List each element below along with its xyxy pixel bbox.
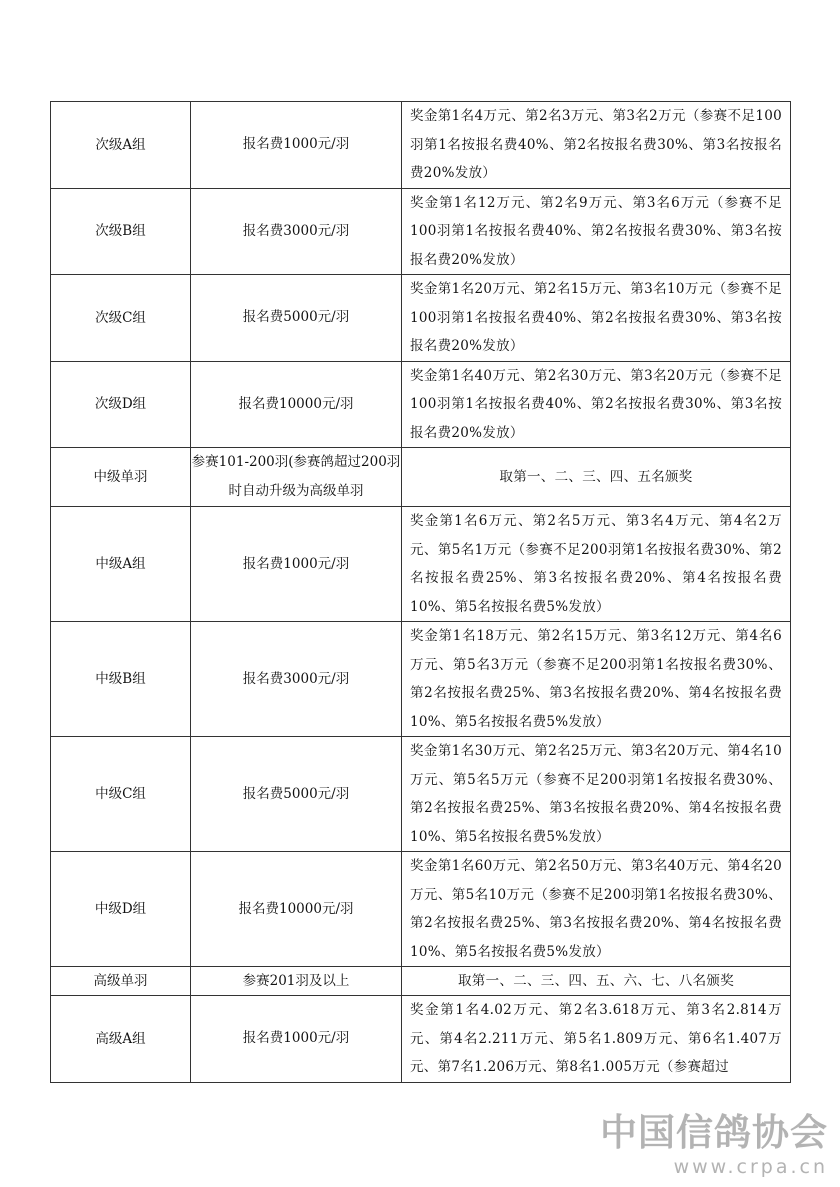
- table-row: [51, 622, 791, 737]
- table-row: [51, 102, 791, 189]
- fee-cell: 参赛101-200羽(参赛鸽超过200羽时自动升级为高级单羽: [191, 448, 402, 507]
- prize-cell: 奖金第1名6万元、第2名5万元、第3名4万元、第4名2万元、第5名1万元（参赛不足200羽第1名按报名费30%、第2名按报名费25%、第3名按报名费20%、第4名按报名费10%、第5名按报名费5%发放）: [402, 507, 791, 622]
- group-cell: 高级A组: [51, 996, 191, 1083]
- table-row: [51, 996, 791, 1083]
- fee-cell: 报名费1000元/羽: [191, 996, 402, 1083]
- group-cell: 中级单羽: [51, 448, 191, 507]
- table-row: [51, 188, 791, 275]
- fee-cell: 报名费1000元/羽: [191, 102, 402, 189]
- prize-cell: 奖金第1名4.02万元、第2名3.618万元、第3名2.814万元、第4名2.211万元、第5名1.809万元、第6名1.407万元、第7名1.206万元、第8名1.005万元（参赛超过: [402, 996, 791, 1083]
- prize-cell: 奖金第1名18万元、第2名15万元、第3名12万元、第4名6万元、第5名3万元（参赛不足200羽第1名按报名费30%、第2名按报名费25%、第3名按报名费20%、第4名按报名费10%、第5名按报名费5%发放）: [402, 622, 791, 737]
- fee-cell: 参赛201羽及以上: [191, 967, 402, 996]
- group-cell: 高级单羽: [51, 967, 191, 996]
- prize-cell: 奖金第1名40万元、第2名30万元、第3名20万元（参赛不足100羽第1名按报名费40%、第2名按报名费30%、第3名按报名费20%发放）: [402, 361, 791, 448]
- prize-table: [50, 101, 791, 1083]
- table-row: [51, 275, 791, 362]
- watermark: [600, 1112, 828, 1180]
- fee-cell: 报名费5000元/羽: [191, 737, 402, 852]
- table-row: [51, 507, 791, 622]
- group-cell: 中级A组: [51, 507, 191, 622]
- fee-cell: 报名费10000元/羽: [191, 852, 402, 967]
- prize-cell: 奖金第1名20万元、第2名15万元、第3名10万元（参赛不足100羽第1名按报名费40%、第2名按报名费30%、第3名按报名费20%发放）: [402, 275, 791, 362]
- group-cell: 中级D组: [51, 852, 191, 967]
- table-row: [51, 737, 791, 852]
- watermark-logo: 中国信鸽协会: [600, 1111, 828, 1154]
- prize-cell: 奖金第1名12万元、第2名9万元、第3名6万元（参赛不足100羽第1名按报名费40%、第2名按报名费30%、第3名按报名费20%发放）: [402, 188, 791, 275]
- group-cell: 次级B组: [51, 188, 191, 275]
- watermark-url: www.crpa.cn: [673, 1156, 828, 1178]
- prize-cell: 奖金第1名30万元、第2名25万元、第3名20万元、第4名10万元、第5名5万元（参赛不足200羽第1名按报名费30%、第2名按报名费25%、第3名按报名费20%、第4名按报名费10%、第5名按报名费5%发放）: [402, 737, 791, 852]
- group-cell: 次级C组: [51, 275, 191, 362]
- fee-cell: 报名费5000元/羽: [191, 275, 402, 362]
- fee-cell: 报名费3000元/羽: [191, 188, 402, 275]
- prize-cell: 奖金第1名60万元、第2名50万元、第3名40万元、第4名20万元、第5名10万元（参赛不足200羽第1名按报名费30%、第2名按报名费25%、第3名按报名费20%、第4名按报名费10%、第5名按报名费5%发放）: [402, 852, 791, 967]
- prize-cell: 取第一、二、三、四、五、六、七、八名颁奖: [402, 967, 791, 996]
- group-cell: 次级D组: [51, 361, 191, 448]
- group-cell: 中级B组: [51, 622, 191, 737]
- fee-cell: 报名费10000元/羽: [191, 361, 402, 448]
- fee-cell: 报名费1000元/羽: [191, 507, 402, 622]
- prize-cell: 取第一、二、三、四、五名颁奖: [402, 448, 791, 507]
- table-row: [51, 852, 791, 967]
- table-row: [51, 361, 791, 448]
- prize-cell: 奖金第1名4万元、第2名3万元、第3名2万元（参赛不足100羽第1名按报名费40%、第2名按报名费30%、第3名按报名费20%发放）: [402, 102, 791, 189]
- table-row: [51, 967, 791, 996]
- group-cell: 中级C组: [51, 737, 191, 852]
- group-cell: 次级A组: [51, 102, 191, 189]
- fee-cell: 报名费3000元/羽: [191, 622, 402, 737]
- table-row: [51, 448, 791, 507]
